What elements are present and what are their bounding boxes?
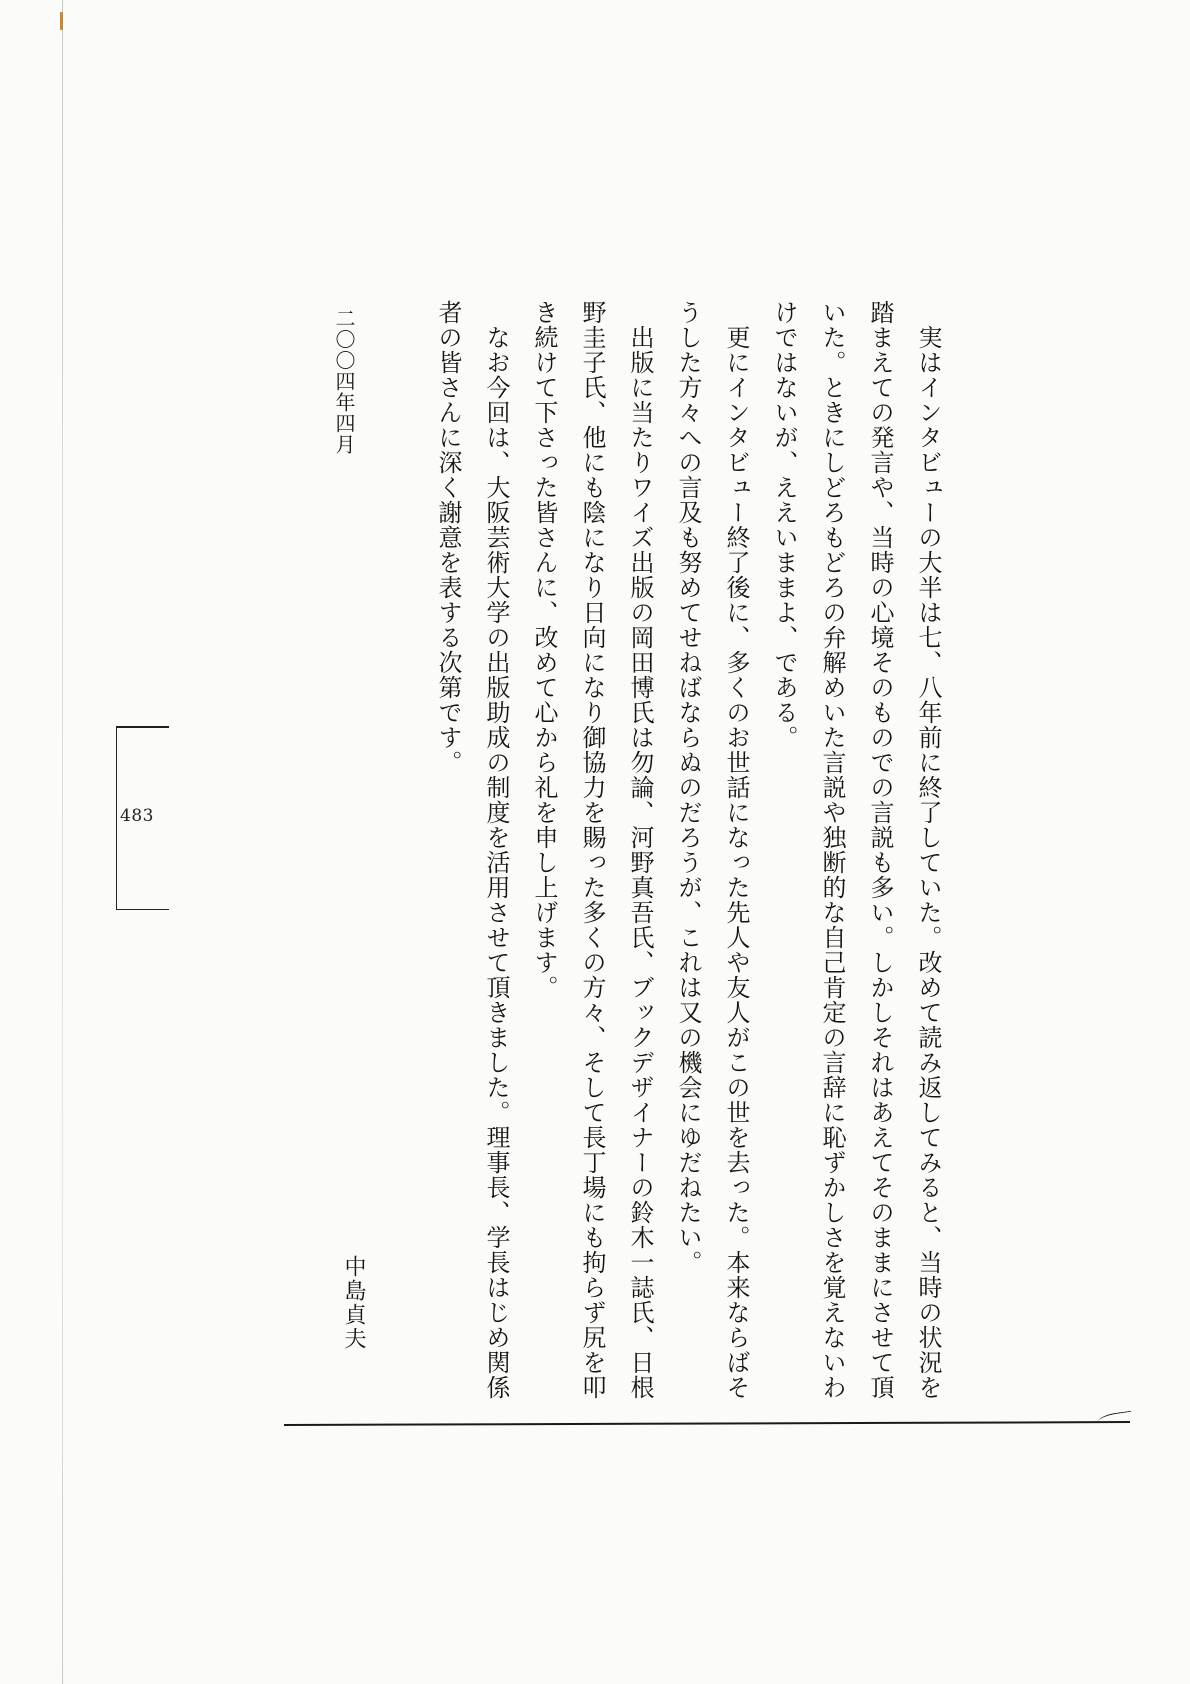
author-name: 中島貞夫	[341, 1255, 366, 1351]
page-edge-mark	[60, 12, 63, 30]
paragraph-3: 出版に当たりワイズ出版の岡田博氏は勿論、河野真吾氏、ブックデザイナーの鈴木一誌氏、日根野圭子氏、他にも陰になり日向になり御協力を賜った多くの方々、そして長丁場にも拘らず尻を叩き続けて下さった皆さんに、改めて心から礼を申し上げます。	[530, 300, 654, 1400]
afterword-body	[424, 300, 952, 1400]
paragraph-1: 実はインタビューの大半は七、八年前に終了していた。改めて読み返してみると、当時の状況を踏まえての発言や、当時の心境そのものでの言説も多い。しかしそれはあえてそのままにさせて頂いた。ときにしどろもどろの弁解めいた言説や独断的な自己肯定の言辞に恥ずかしさを覚えないわけではないが、ええいままよ、である。	[770, 300, 942, 1400]
page-gutter-edge	[62, 0, 63, 1684]
paragraph-2: 更にインタビュー終了後に、多くのお世話になった先人や友人がこの世を去った。本来ならばそうした方々への言及も努めてせねばならぬのだろうが、これは又の機会にゆだねたい。	[674, 300, 750, 1400]
bottom-rule-tail	[1097, 1411, 1132, 1427]
date-line: 二〇〇四年四月	[332, 308, 356, 455]
page-number: 483	[120, 806, 154, 826]
bottom-rule	[284, 1421, 1130, 1426]
paragraph-4: なお今回は、大阪芸術大学の出版助成の制度を活用させて頂きました。理事長、学長はじめ関係者の皆さんに深く謝意を表する次第です。	[434, 300, 510, 1400]
